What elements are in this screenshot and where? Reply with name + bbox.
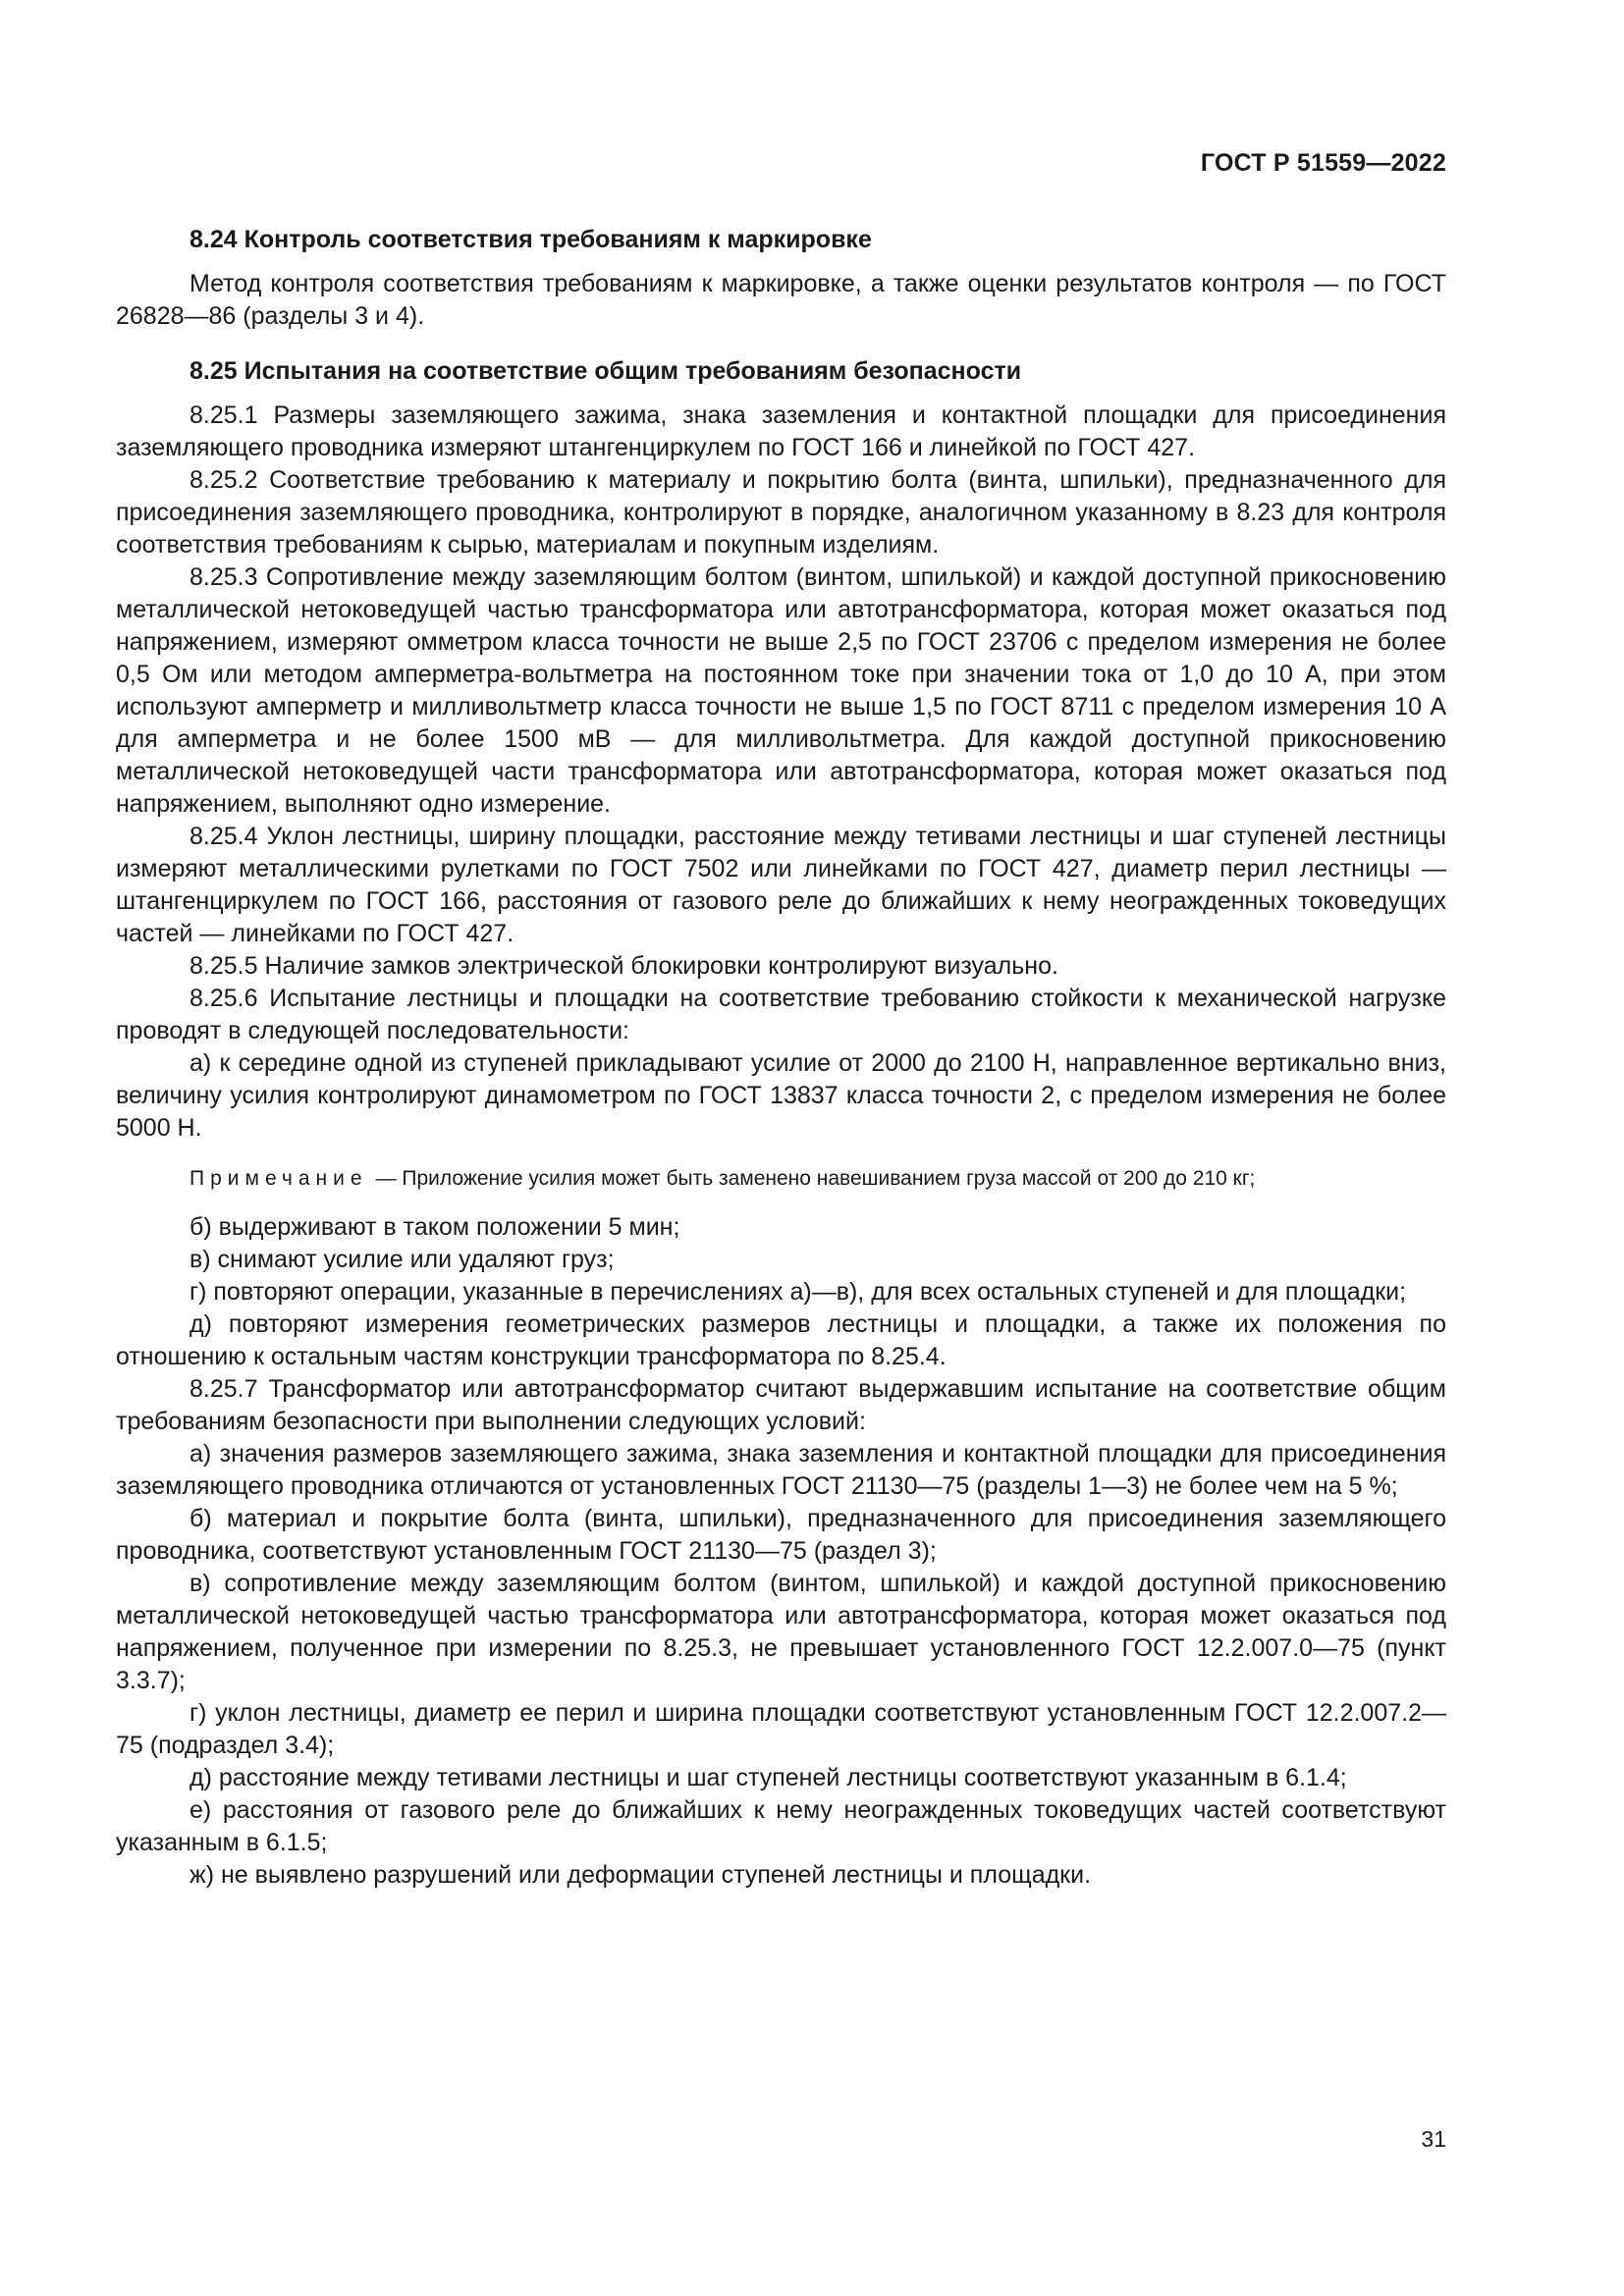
document-body bbox=[116, 224, 1446, 1892]
condition-d: д) расстояние между тетивами лестницы и шаг ступеней лестницы соответствуют указанным в 6.1.4; bbox=[189, 1764, 1347, 1791]
paragraph-8-25-7: 8.25.7 Трансформатор или автотрансформатор считают выдержавшим испытание на соответствие общим требованиям безопасности при выполнении следующих условий: bbox=[116, 1375, 1446, 1435]
condition-a: а) значения размеров заземляющего зажима, знака заземления и контактной площадки для присоединения заземляющего проводника отличаются от установленных ГОСТ 21130—75 (разделы 1—3) не более чем на 5 %; bbox=[116, 1440, 1446, 1500]
note-label: Примечание bbox=[189, 1167, 368, 1190]
paragraph: Метод контроля соответствия требованиям к маркировке, а также оценки результатов контроля — по ГОСТ 26828—86 (разделы 3 и 4). bbox=[116, 270, 1446, 330]
paragraph-8-25-4: 8.25.4 Уклон лестницы, ширину площадки, расстояние между тетивами лестницы и шаг ступеней лестницы измеряют металлическими рулетками по ГОСТ 7502 или линейками по ГОСТ 427, диаметр перил лестницы — штангенциркулем по ГОСТ 166, расстояния от газового реле до ближайших к нему неогражденных токоведущих частей — линейками по ГОСТ 427. bbox=[116, 823, 1446, 947]
list-item-v: в) снимают усилие или удаляют груз; bbox=[189, 1246, 615, 1273]
list-item-a: а) к середине одной из ступеней прикладывают усилие от 2000 до 2100 Н, направленное вертикально вниз, величину усилия контролируют динамометром по ГОСТ 13837 класса точности 2, с пределом измерения не более 5000 Н. bbox=[116, 1049, 1446, 1142]
list-item-b: б) выдерживают в таком положении 5 мин; bbox=[189, 1213, 680, 1241]
paragraph-8-25-6: 8.25.6 Испытание лестницы и площадки на соответствие требованию стойкости к механической нагрузке проводят в следующей последовательности: bbox=[116, 985, 1446, 1044]
note bbox=[116, 1164, 1446, 1194]
condition-b: б) материал и покрытие болта (винта, шпильки), предназначенного для присоединения заземляющего проводника, соответствуют установленным ГОСТ 21130—75 (раздел 3); bbox=[116, 1505, 1446, 1565]
list-item-g: г) повторяют операции, указанные в перечислениях а)—в), для всех остальных ступеней и для площадки; bbox=[189, 1278, 1407, 1306]
condition-zh: ж) не выявлено разрушений или деформации ступеней лестницы и площадки. bbox=[189, 1861, 1092, 1889]
condition-e: е) расстояния от газового реле до ближайших к нему неогражденных токоведущих частей соответствуют указанным в 6.1.5; bbox=[116, 1796, 1446, 1856]
section-heading-8-24: 8.24 Контроль соответствия требованиям к маркировке bbox=[189, 226, 872, 253]
paragraph-8-25-5: 8.25.5 Наличие замков электрической блокировки контролируют визуально. bbox=[189, 952, 1058, 980]
condition-v: в) сопротивление между заземляющим болтом (винтом, шпилькой) и каждой доступной прикосновению металлической нетоковедущей частью трансформатора или автотрансформатора, которая может оказаться под напряжением, полученное при измерении по 8.25.3, не превышает установленного ГОСТ 12.2.007.0—75 (пункт 3.3.7); bbox=[116, 1570, 1446, 1694]
page-number: 31 bbox=[1421, 2126, 1446, 2152]
paragraph-8-25-2: 8.25.2 Соответствие требованию к материалу и покрытию болта (винта, шпильки), предназначенного для присоединения заземляющего проводника, контролируют в порядке, аналогичном указанному в 8.23 для контроля соответствия требованиям к сырью, материалам и покупным изделиям. bbox=[116, 466, 1446, 559]
note-text: — Приложение усилия может быть заменено навешиванием груза массой от 200 до 210 кг; bbox=[375, 1167, 1256, 1190]
list-item-d: д) повторяют измерения геометрических размеров лестницы и площадки, а также их положения по отношению к остальным частям конструкции трансформатора по 8.25.4. bbox=[116, 1310, 1446, 1370]
document-code: ГОСТ Р 51559—2022 bbox=[1200, 149, 1446, 177]
condition-g: г) уклон лестницы, диаметр ее перил и ширина площадки соответствуют установленным ГОСТ 12.2.007.2—75 (подраздел 3.4); bbox=[116, 1699, 1446, 1759]
paragraph-8-25-1: 8.25.1 Размеры заземляющего зажима, знака заземления и контактной площадки для присоединения заземляющего проводника измеряют штангенциркулем по ГОСТ 166 и линейкой по ГОСТ 427. bbox=[116, 401, 1446, 461]
section-heading-8-25: 8.25 Испытания на соответствие общим требованиям безопасности bbox=[189, 357, 1022, 385]
paragraph-8-25-3: 8.25.3 Сопротивление между заземляющим болтом (винтом, шпилькой) и каждой доступной прикосновению металлической нетоковедущей частью трансформатора или автотрансформатора, которая может оказаться под напряжением, измеряют омметром класса точности не выше 2,5 по ГОСТ 23706 с пределом измерения не более 0,5 Ом или методом амперметра-вольтметра на постоянном токе при значении тока от 1,0 до 10 А, при этом используют амперметр и милливольтметр класса точности не выше 1,5 по ГОСТ 8711 с пределом измерения 10 А для амперметра и не более 1500 мВ — для милливольтметра. Для каждой доступной прикосновению металлической нетоковедущей части трансформатора или автотрансформатора, которая может оказаться под напряжением, выполняют одно измерение. bbox=[116, 563, 1446, 818]
